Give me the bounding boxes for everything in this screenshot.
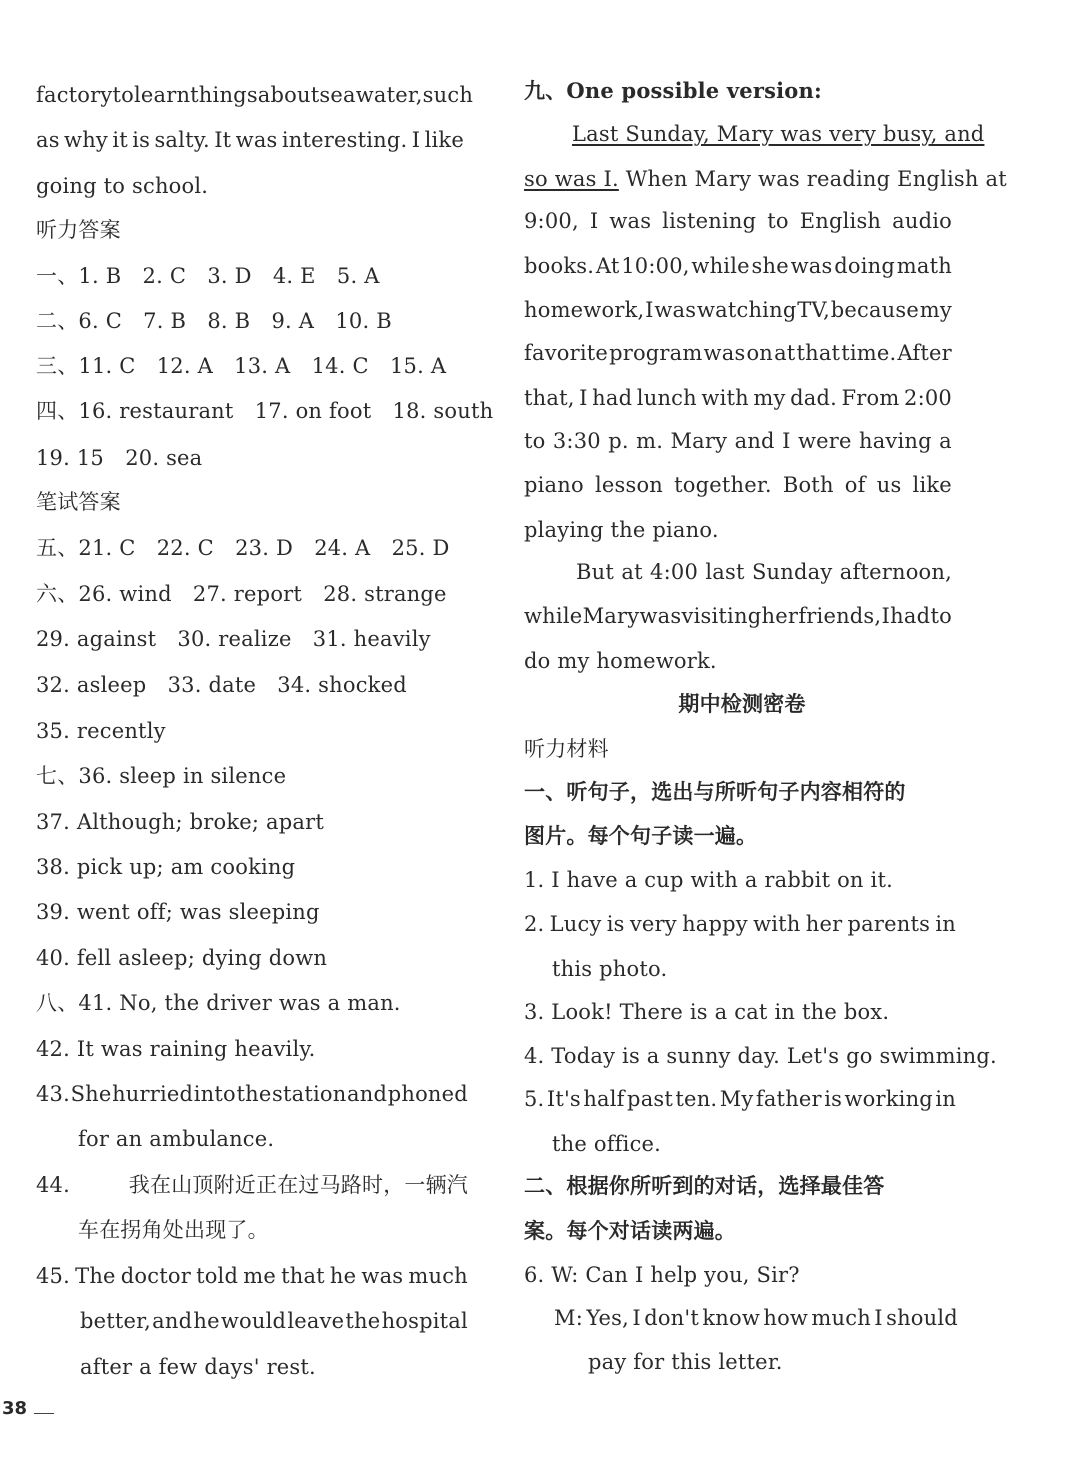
- answer-line: 六、26. wind 27. report 28. strange: [36, 582, 447, 606]
- essay-line: while Mary was visiting her friends, I had to: [524, 604, 952, 628]
- answer-line: 二、6. C 7. B 8. B 9. A 10. B: [36, 309, 392, 333]
- section-title: 期中检测密卷: [678, 691, 806, 716]
- essay-line-text: When Mary was reading English at: [618, 167, 1007, 191]
- listening-line: 4. Today is a sunny day. Let's go swimming.: [524, 1044, 997, 1068]
- essay-line-text: Last Sunday, Mary was very busy, and: [572, 122, 985, 146]
- answer-line: 五、21. C 22. C 23. D 24. A 25. D: [36, 536, 450, 560]
- essay-line: that, I had lunch with my dad. From 2:00: [524, 386, 952, 410]
- listening-line: 1. I have a cup with a rabbit on it.: [524, 868, 893, 892]
- listening-line: the office.: [552, 1132, 662, 1156]
- page-number-dash: [34, 1413, 54, 1414]
- dialogue-line: M: Yes, I don't know how much I should: [554, 1306, 958, 1330]
- instruction-line: 二、根据你所听到的对话，选择最佳答: [524, 1173, 885, 1198]
- essay-line: playing the piano.: [524, 518, 719, 542]
- essay-line: But at 4:00 last Sunday afternoon,: [576, 560, 952, 584]
- essay-line: to 3:30 p. m. Mary and I were having a: [524, 429, 952, 453]
- answer-line: 37. Although; broke; apart: [36, 810, 324, 834]
- listening-line: 5. It's half past ten. My father is working in: [524, 1087, 956, 1111]
- answer-line: 四、16. restaurant 17. on foot 18. south: [36, 399, 494, 423]
- instruction-line: 案。每个对话读两遍。: [524, 1218, 736, 1243]
- answer-line: for an ambulance.: [78, 1127, 275, 1151]
- listening-line: 3. Look! There is a cat in the box.: [524, 1000, 890, 1024]
- answer-line: 40. fell asleep; dying down: [36, 946, 328, 970]
- essay-line: [524, 164, 1007, 194]
- essay-line: do my homework.: [524, 649, 717, 673]
- answer-line: 车在拐角处出现了。: [78, 1218, 269, 1242]
- essay-line: books. At 10:00, while she was doing math: [524, 254, 952, 278]
- dialogue-line: 6. W: Can I help you, Sir?: [524, 1263, 800, 1287]
- dialogue-line: pay for this letter.: [588, 1350, 783, 1374]
- section-heading: 笔试答案: [36, 490, 121, 514]
- answer-line: 43. She hurried into the station and phoned: [36, 1082, 468, 1106]
- answer-line: 八、41. No, the driver was a man.: [36, 991, 401, 1015]
- answer-line: better, and he would leave the hospital: [80, 1309, 468, 1333]
- listening-line: this photo.: [552, 957, 668, 981]
- answer-line: 42. It was raining heavily.: [36, 1037, 316, 1061]
- instruction-line: 一、听句子，选出与所听句子内容相符的: [524, 779, 906, 804]
- answer-line: 一、1. B 2. C 3. D 4. E 5. A: [36, 264, 380, 288]
- section-heading: 听力答案: [36, 218, 121, 242]
- section-heading: 九、One possible version:: [524, 78, 822, 103]
- answer-line: 19. 15 20. sea: [36, 446, 203, 470]
- answer-line: after a few days' rest.: [80, 1355, 316, 1379]
- essay-line: 9:00, I was listening to English audio: [524, 209, 952, 233]
- text-line: factory to learn things about seawater, such: [36, 83, 474, 107]
- essay-line: homework, I was watching TV, because my: [524, 298, 952, 322]
- essay-line: favorite program was on at that time. After: [524, 341, 952, 365]
- essay-line: [572, 119, 984, 149]
- instruction-line: 图片。每个句子读一遍。: [524, 823, 758, 848]
- text-line: going to school.: [36, 174, 209, 198]
- answer-line: 44. 我在山顶附近正在过马路时，一辆汽: [36, 1173, 468, 1197]
- answer-line: 32. asleep 33. date 34. shocked: [36, 673, 407, 697]
- answer-line: 29. against 30. realize 31. heavily: [36, 627, 431, 651]
- answer-line: 七、36. sleep in silence: [36, 764, 287, 788]
- answer-line: 35. recently: [36, 719, 166, 743]
- answer-line: 38. pick up; am cooking: [36, 855, 296, 879]
- answer-line: 45. The doctor told me that he was much: [36, 1264, 468, 1288]
- essay-line: piano lesson together. Both of us like: [524, 473, 952, 497]
- answer-line: 三、11. C 12. A 13. A 14. C 15. A: [36, 354, 447, 378]
- answer-line: 39. went off; was sleeping: [36, 900, 320, 924]
- section-heading: 听力材料: [524, 737, 609, 761]
- listening-line: 2. Lucy is very happy with her parents in: [524, 912, 956, 936]
- essay-underlined-text: so was I.: [524, 167, 619, 191]
- text-line: as why it is salty. It was interesting. I like: [36, 128, 464, 152]
- page-number: 38: [2, 1398, 28, 1419]
